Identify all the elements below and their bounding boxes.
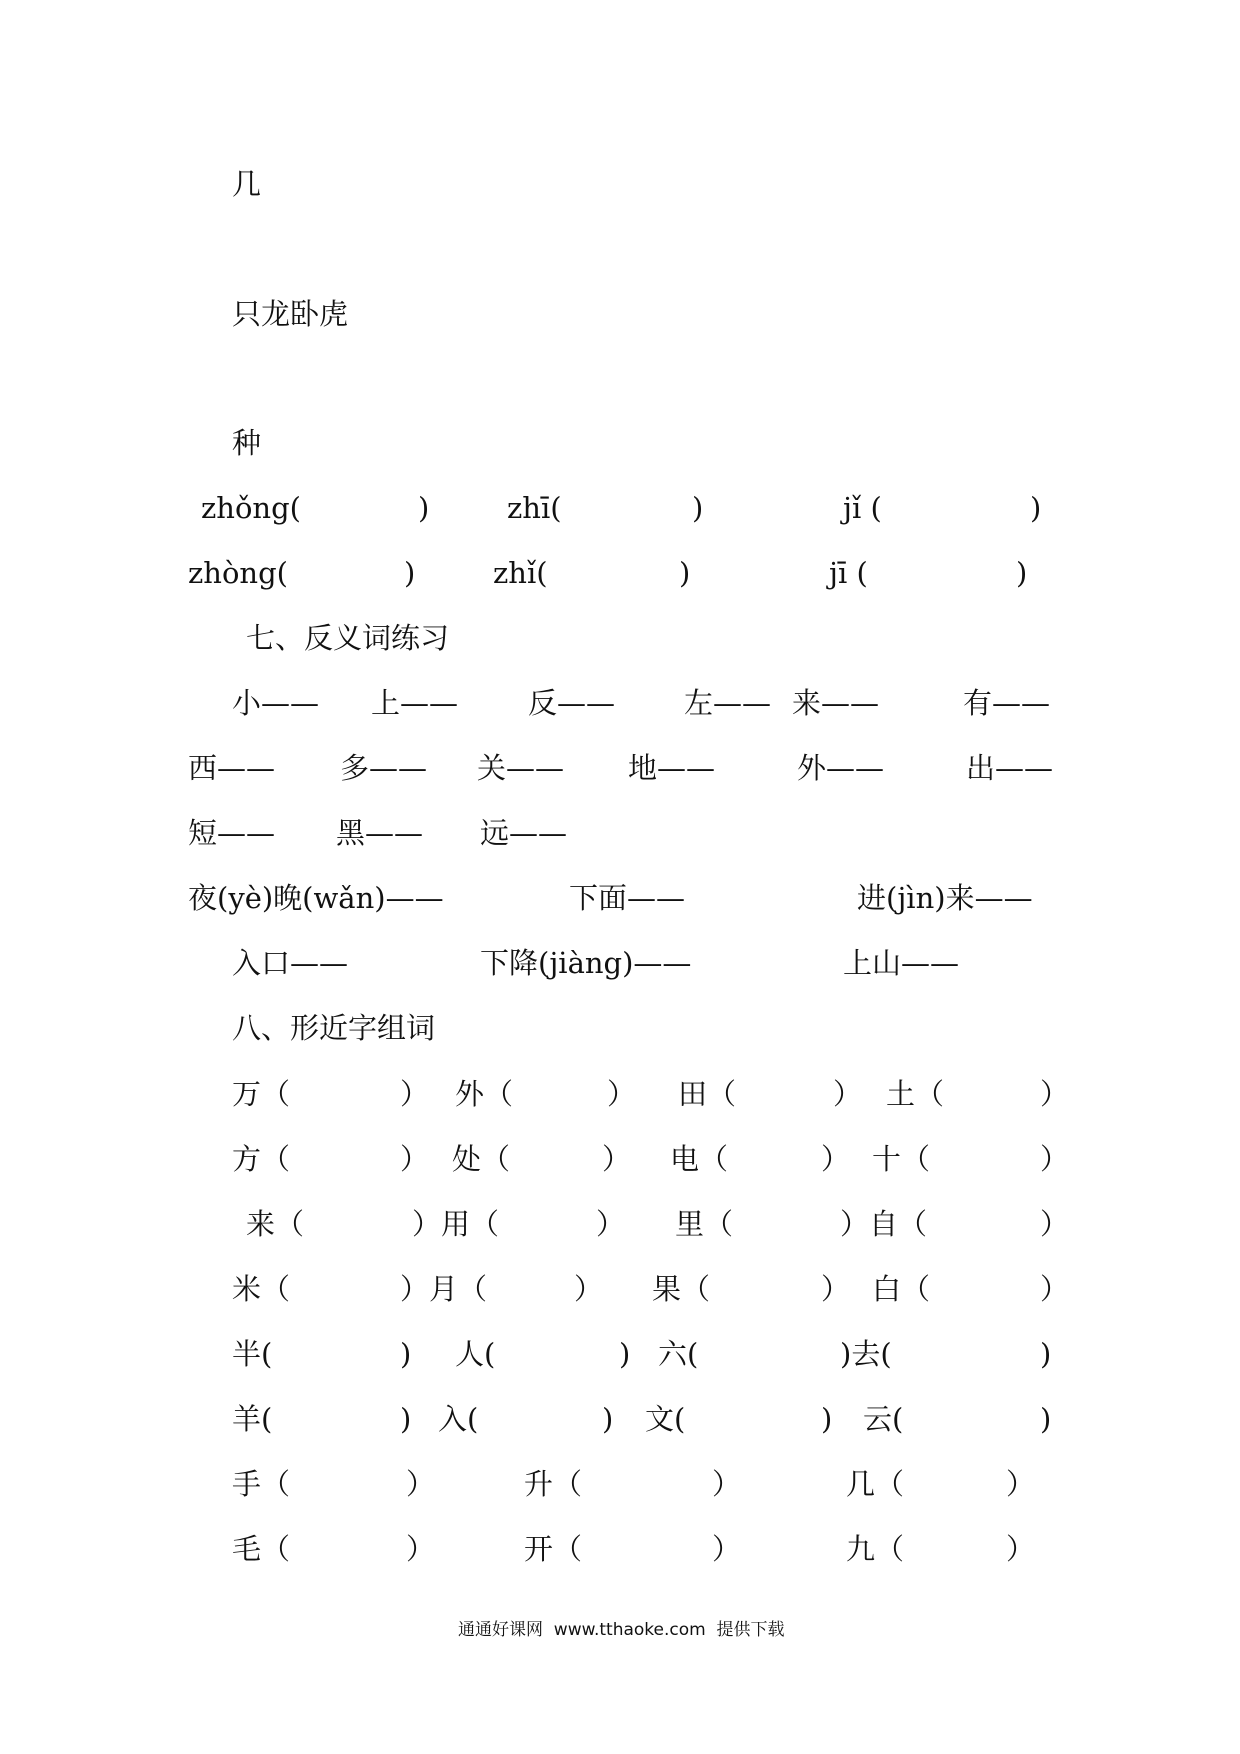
paren-close: ) (1040, 1402, 1052, 1436)
char-item: 毛（ (232, 1532, 291, 1566)
char-item: 文( (645, 1402, 686, 1436)
antonym-item: 下降(jiàng)—— (480, 946, 692, 980)
footer-text: 通通好课网 www.tthaoke.com 提供下载 (458, 1620, 785, 1640)
paren-close: ) (404, 556, 416, 590)
char-item: 田（ (678, 1077, 737, 1111)
antonym-item: 上—— (371, 686, 459, 720)
antonym-item: 多—— (340, 751, 428, 785)
char-item: 九（ (846, 1532, 905, 1566)
char-item: ）用（ (412, 1207, 500, 1241)
paren-close: ） (400, 1077, 430, 1111)
paren-close: ) (821, 1402, 833, 1436)
paren-close: ) (400, 1337, 412, 1371)
antonym-item: 有—— (963, 686, 1051, 720)
char-item: 外（ (455, 1077, 514, 1111)
paren-close: ） (1006, 1532, 1036, 1566)
char-item: 半( (232, 1337, 273, 1371)
paren-close: ） (574, 1272, 604, 1306)
char-item: 羊( (232, 1402, 273, 1436)
char-item: 人( (455, 1337, 496, 1371)
char-item: 开（ (524, 1532, 583, 1566)
antonym-item: 西—— (188, 751, 276, 785)
antonym-item: 上山—— (843, 946, 960, 980)
char-item: 十（ (872, 1142, 931, 1176)
char-item: ）月（ (400, 1272, 488, 1306)
char-item: 里（ (675, 1207, 734, 1241)
paren-close: ) (1040, 1337, 1052, 1371)
paren-close: ) (418, 491, 430, 525)
antonym-item: 远—— (480, 816, 568, 850)
antonym-item: 小—— (232, 686, 320, 720)
paren-close: ) (619, 1337, 631, 1371)
char-item: 处（ (452, 1142, 511, 1176)
antonym-item: 夜(yè)晚(wǎn)—— (188, 881, 444, 915)
char-item: 升（ (524, 1467, 583, 1501)
paren-close: ） (1040, 1272, 1070, 1306)
paren-close: ） (607, 1077, 637, 1111)
antonym-item: 入口—— (232, 946, 349, 980)
paren-close: ） (1040, 1077, 1070, 1111)
paren-close: ） (406, 1532, 436, 1566)
paren-close: ） (712, 1532, 742, 1566)
section-8-title: 八、形近字组词 (232, 1011, 436, 1045)
char-item: ）自（ (840, 1207, 928, 1241)
char-item: 方（ (232, 1142, 291, 1176)
paren-close: ） (1040, 1142, 1070, 1176)
paren-close: ） (821, 1272, 851, 1306)
paren-close: ） (821, 1142, 851, 1176)
paren-close: ） (833, 1077, 863, 1111)
antonym-item: 黑—— (336, 816, 424, 850)
paren-close: ) (602, 1402, 614, 1436)
paren-close: ) (1016, 556, 1028, 590)
antonym-item: 短—— (188, 816, 276, 850)
antonym-item: 进(jìn)来—— (857, 881, 1033, 915)
char-item: 来（ (246, 1207, 305, 1241)
char-item: 果（ (652, 1272, 711, 1306)
char-item: 万（ (232, 1077, 291, 1111)
antonym-item: 出—— (966, 751, 1054, 785)
char-item: 入( (438, 1402, 479, 1436)
pinyin-label: zhòng( (188, 556, 288, 590)
char-item: 米（ (232, 1272, 291, 1306)
antonym-item: 下面—— (569, 881, 686, 915)
paren-close: ） (406, 1467, 436, 1501)
char-item: 云( (863, 1402, 904, 1436)
pinyin-label: jī ( (829, 556, 868, 590)
char-item: 土（ (886, 1077, 945, 1111)
pinyin-label: zhī( (507, 491, 562, 525)
char-item: 电（ (670, 1142, 729, 1176)
paren-close: ） (712, 1467, 742, 1501)
pinyin-label: zhǒng( (201, 491, 301, 525)
paren-close: ） (1006, 1467, 1036, 1501)
antonym-item: 外—— (797, 751, 885, 785)
char-item: )去( (840, 1337, 892, 1371)
char-ji: 几 (232, 167, 262, 201)
pinyin-label: jǐ ( (843, 491, 882, 525)
paren-close: ) (1030, 491, 1042, 525)
char-item: 六( (658, 1337, 699, 1371)
antonym-item: 来—— (792, 686, 880, 720)
antonym-item: 地—— (628, 751, 716, 785)
antonym-item: 左—— (684, 686, 772, 720)
pinyin-label: zhǐ( (493, 556, 548, 590)
paren-close: ） (400, 1142, 430, 1176)
char-zhong: 种 (232, 426, 262, 460)
char-item: 手（ (232, 1467, 291, 1501)
paren-close: ) (679, 556, 691, 590)
paren-close: ) (400, 1402, 412, 1436)
paren-close: ） (596, 1207, 626, 1241)
paren-close: ） (602, 1142, 632, 1176)
paren-close: ) (692, 491, 704, 525)
char-item: 白（ (872, 1272, 931, 1306)
section-7-title: 七、反义词练习 (246, 621, 450, 655)
antonym-item: 反—— (528, 686, 616, 720)
paren-close: ） (1040, 1207, 1070, 1241)
char-item: 几（ (846, 1467, 905, 1501)
idiom-text: 只龙卧虎 (232, 297, 349, 331)
antonym-item: 关—— (477, 751, 565, 785)
